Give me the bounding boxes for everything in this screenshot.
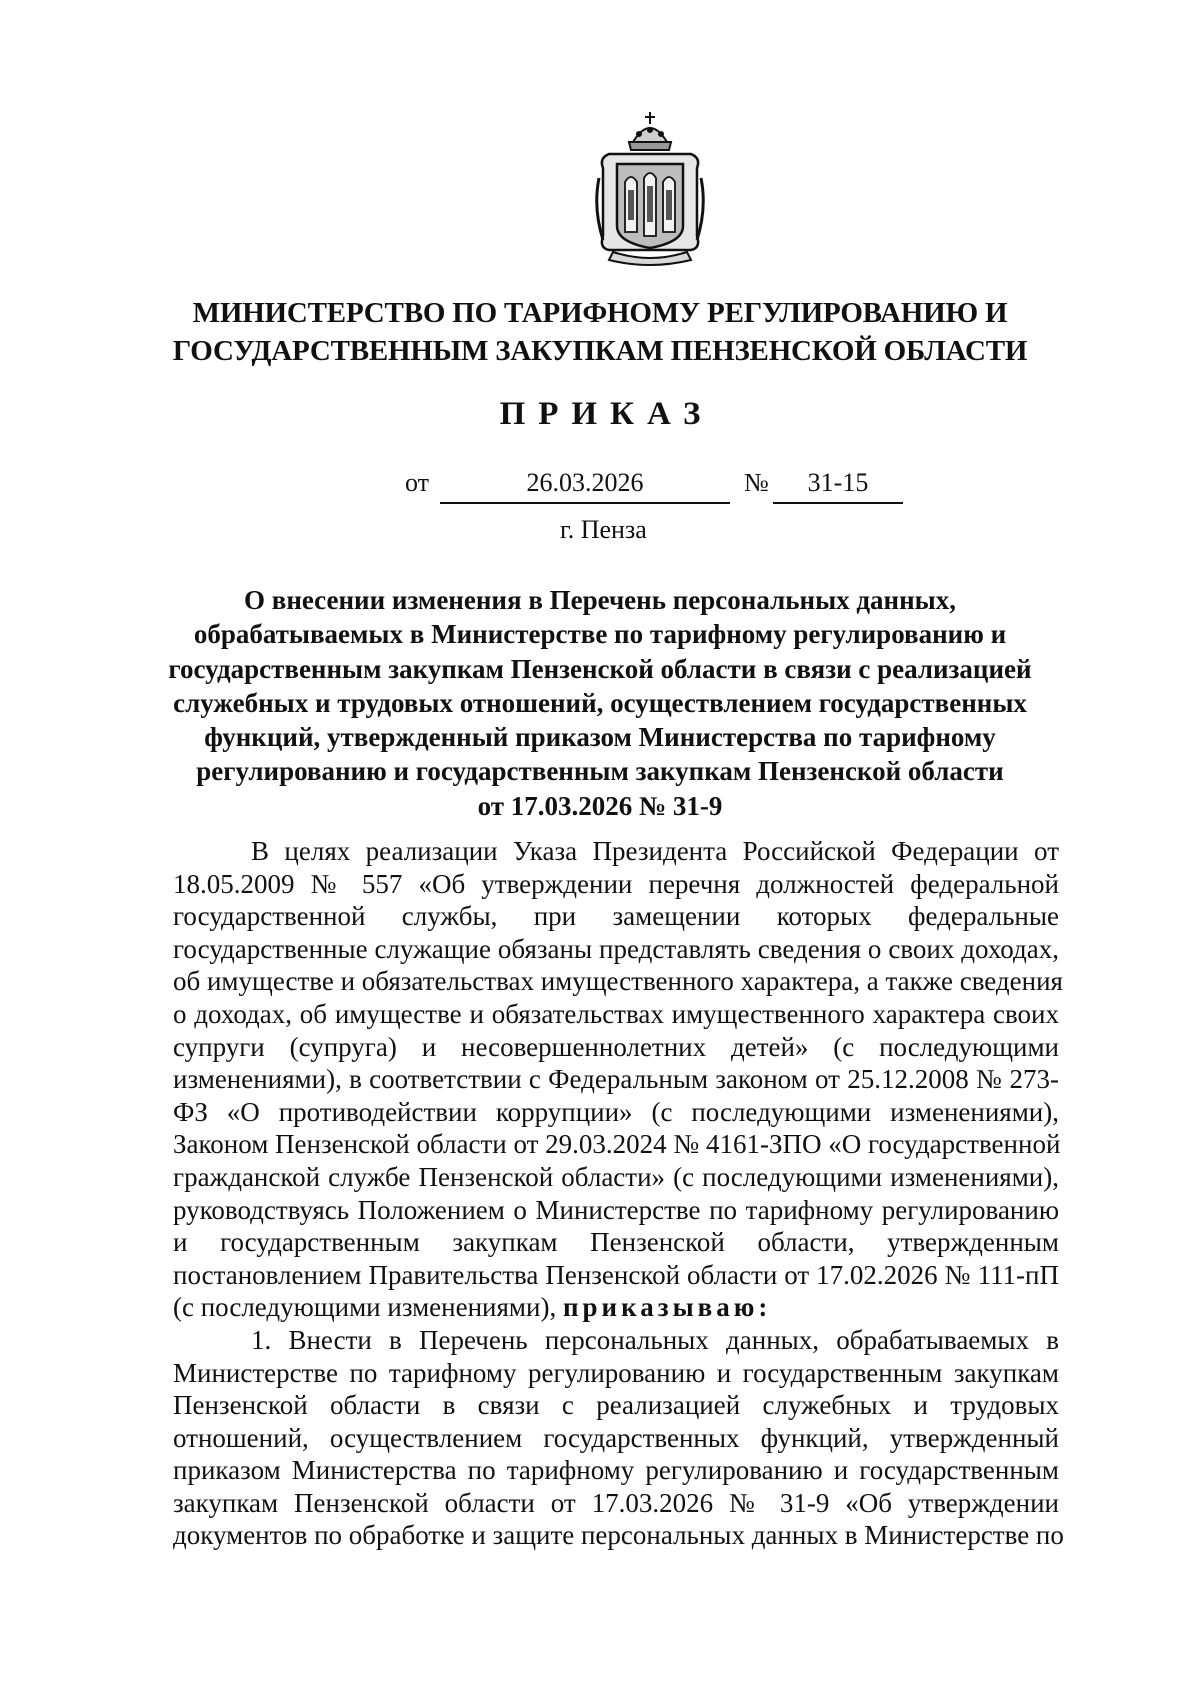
body-line: Законом Пензенской области от 29.03.2024 № 4161-ЗПО «О государственной <box>173 1129 1061 1160</box>
body-line: руководствуясь Положением о Министерстве по тарифному регулированию <box>173 1194 1059 1225</box>
body-line: и государственным закупкам Пензенской области, утвержденным <box>173 1227 1059 1258</box>
subject-line: обрабатываемых в Министерстве по тарифному регулированию и <box>193 619 1007 650</box>
body-line: государственной службы, при замещении которых федеральные <box>173 901 1059 932</box>
order-word: приказываю: <box>562 1292 772 1323</box>
date-number-line <box>0 468 1200 508</box>
subject-line: служебных и трудовых отношений, осуществлением государственных <box>173 687 1027 718</box>
body-line: супруги (супруга) и несовершеннолетних детей» (с последующими <box>173 1031 1059 1062</box>
body-line: В целях реализации Указа Президента Российской Федерации от <box>251 836 1059 866</box>
body-line: постановлением Правительства Пензенской области от 17.02.2026 № 111-пП <box>173 1259 1059 1290</box>
body-line-prefix: (с последующими изменениями), <box>173 1292 557 1323</box>
document-subject <box>150 583 1050 823</box>
organization-name <box>120 294 1080 370</box>
body-line: ФЗ «О противодействии коррупции» (с последующими изменениями), <box>173 1096 1059 1127</box>
document-type-title: ПРИКАЗ <box>499 396 714 432</box>
number-field: 31-15 <box>773 468 903 504</box>
subject-line: от 17.03.2026 № 31-9 <box>477 790 723 821</box>
city-name: г. Пенза <box>560 515 647 544</box>
body-line: о доходах, об имуществе и обязательствах имущественного характера своих <box>173 998 1059 1029</box>
subject-line: регулированию и государственным закупкам Пензенской области <box>196 756 1004 787</box>
body-line: Министерстве по тарифному регулированию и государственным закупкам <box>173 1357 1059 1388</box>
subject-line: О внесении изменения в Перечень персональных данных, <box>243 585 957 615</box>
body-line: изменениями), в соответствии с Федеральным законом от 25.12.2008 № 273- <box>173 1064 1059 1095</box>
body-line-order <box>173 1291 1059 1324</box>
body-line: об имуществе и обязательствах имущественного характера, а также сведения <box>173 966 1063 997</box>
body-line: приказом Министерства по тарифному регулированию и государственным <box>173 1455 1059 1486</box>
body-line: государственные служащие обязаны представлять сведения о своих доходах, <box>173 933 1059 964</box>
body-line: документов по обработке и защите персональных данных в Министерстве по <box>173 1520 1064 1551</box>
organization-name-line-1: МИНИСТЕРСТВО ПО ТАРИФНОМУ РЕГУЛИРОВАНИЮ И <box>192 297 1008 329</box>
number-label: № <box>744 468 769 497</box>
document-body <box>173 835 1064 1552</box>
body-line: закупкам Пензенской области от 17.03.2026 № 31-9 «Об утверждении <box>173 1487 1059 1518</box>
body-line: 18.05.2009 № 557 «Об утверждении перечня должностей федеральной <box>173 868 1059 899</box>
subject-line: государственным закупкам Пензенской области в связи с реализацией <box>168 653 1032 684</box>
body-line: гражданской службе Пензенской области» (с последующими изменениями), <box>173 1161 1059 1192</box>
organization-name-line-2: ГОСУДАРСТВЕННЫМ ЗАКУПКАМ ПЕНЗЕНСКОЙ ОБЛАСТИ <box>172 335 1028 367</box>
body-line: Пензенской области в связи с реализацией служебных и трудовых <box>173 1390 1059 1421</box>
body-line: отношений, осуществлением государственных функций, утвержденный <box>173 1422 1059 1453</box>
date-label: от <box>405 468 430 497</box>
coat-of-arms-emblem <box>595 108 705 268</box>
date-field: 26.03.2026 <box>440 468 730 504</box>
body-line: 1. Внести в Перечень персональных данных, обрабатываемых в <box>251 1324 1059 1355</box>
subject-line: функций, утвержденный приказом Министерства по тарифному <box>204 722 996 753</box>
